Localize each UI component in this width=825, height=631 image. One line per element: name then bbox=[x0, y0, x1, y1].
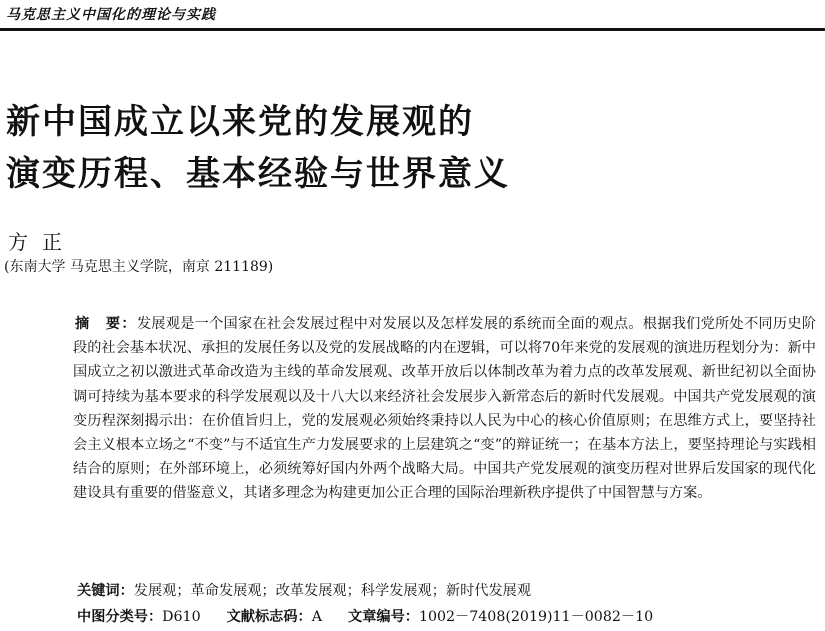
abstract bbox=[73, 312, 816, 506]
keywords-label: 关键词： bbox=[77, 583, 134, 599]
header-rule bbox=[0, 28, 825, 31]
keywords-text: 发展观；革命发展观；改革发展观；科学发展观；新时代发展观 bbox=[133, 583, 532, 599]
abstract-text: 发展观是一个国家在社会发展过程中对发展以及怎样发展的系统而全面的观点。根据我们党所处不同历史阶段的社会基本状况、承担的发展任务以及党的发展战略的内在逻辑，可以将70年来党的发展观的演进历程划分为：新中国成立之初以激进式革命改造为主线的革命发展观、改革开放后以体制改革为着力点的改革发展观、新世纪初以全面协调可持续为基本要求的科学发展观以及十八大以来经济社会发展步入新常态后的新时代发展观。中国共产党发展观的演变历程深刻揭示出：在价值旨归上，党的发展观必须始终秉持以人民为中心的核心价值原则；在思维方式上，要坚持社会主义根本立场之“不变”与不适宜生产力发展要求的上层建筑之“变”的辩证统一；在基本方法上，要坚持理论与实践相结合的原则；在外部环境上，必须统筹好国内外两个战略大局。中国共产党发展观的演变历程对世界后发国家的现代化建设具有重要的借鉴意义，其诸多理念为构建更加公正合理的国际治理新秩序提供了中国智慧与方案。 bbox=[73, 316, 816, 502]
author-affiliation: (东南大学 马克思主义学院，南京 211189) bbox=[4, 259, 274, 275]
abstract-label: 摘 要： bbox=[75, 316, 137, 332]
journal-header: 马克思主义中国化的理论与实践 bbox=[6, 7, 216, 23]
doc-code-label: 文献标志码： bbox=[226, 609, 312, 625]
author-name: 方正 bbox=[8, 230, 76, 254]
keywords bbox=[77, 580, 531, 600]
clc-label: 中图分类号： bbox=[77, 609, 163, 625]
title-line-2: 演变历程、基本经验与世界意义 bbox=[6, 154, 510, 194]
article-number-value: 1002－7408(2019)11－0082－10 bbox=[418, 609, 654, 625]
clc-value: D610 bbox=[162, 609, 201, 625]
doc-code-value: A bbox=[311, 609, 322, 625]
article-title bbox=[6, 96, 510, 200]
title-line-1: 新中国成立以来党的发展观的 bbox=[6, 102, 474, 142]
article-meta bbox=[77, 606, 653, 626]
article-number-label: 文章编号： bbox=[348, 609, 419, 625]
